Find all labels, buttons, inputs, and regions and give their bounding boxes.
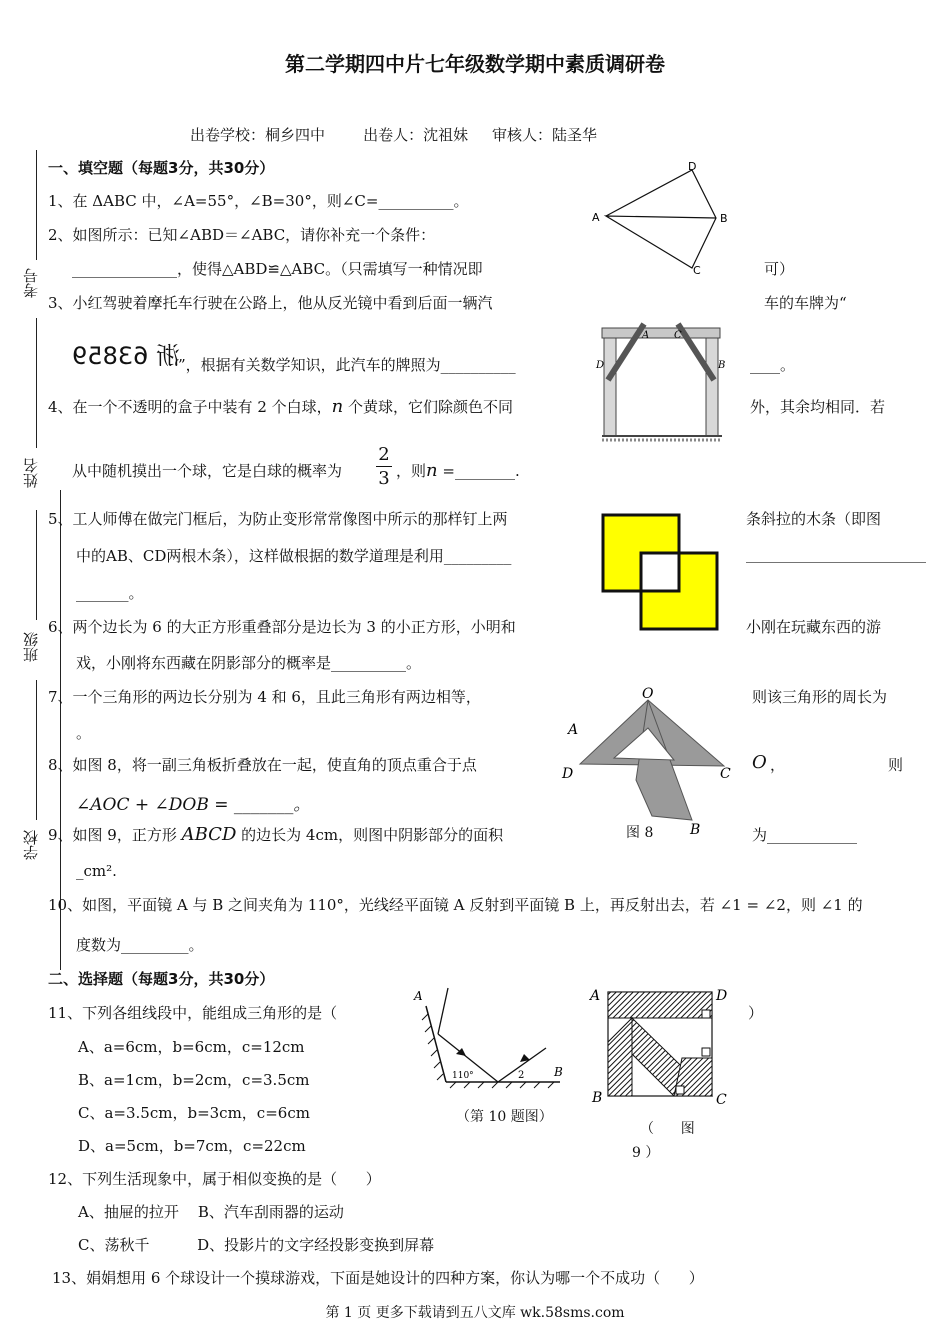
binding-line-4 [36, 680, 37, 820]
door-label-a: A [642, 330, 650, 341]
question-4-line-3: 从中随机摸出一个球，它是白球的概率为 [72, 462, 343, 480]
question-11-option-d: D、a=5cm，b=7cm，c=22cm [78, 1137, 306, 1155]
fig9-label-a: A [590, 988, 601, 1004]
fig8-label-a: A [568, 722, 579, 738]
figure-8-caption: 图 8 [626, 825, 654, 841]
fig-q2-label-a: A [592, 211, 600, 224]
fig10-label-2: 2 [518, 1070, 525, 1081]
fig9-label-d: D [716, 988, 728, 1004]
author-line: 出卷学校：桐乡四中 出卷人：沈祖妹 审核人：陆圣华 [190, 126, 597, 144]
question-9-line-1: 9、如图 9，正方形 ABCD 的边长为 4cm，则图中阴影部分的面积 [48, 824, 504, 845]
question-11-option-b: B、a=1cm，b=2cm，c=3.5cm [78, 1071, 310, 1089]
fig8-label-c: C [720, 766, 731, 782]
question-9-line-2: 为____________ [752, 826, 858, 844]
question-1: 1、在 ΔABC 中，∠A=55°，∠B=30°，则∠C=__________。 [48, 192, 469, 210]
question-3-line-4: ____。 [750, 356, 796, 374]
question-8-line-1: 8、如图 8，将一副三角板折叠放在一起，使直角的顶点重合于点 [48, 756, 477, 774]
figure-9-square [586, 982, 744, 1110]
figure-10-caption: （第 10 题图） [456, 1109, 553, 1125]
question-12: 12、下列生活现象中，属于相似变换的是（ ） [48, 1170, 381, 1188]
question-5-line-2: 条斜拉的木条（即图 [746, 510, 882, 528]
question-2-line-3: 可） [764, 260, 795, 278]
page-title: 第二学期四中片七年级数学期中素质调研卷 [285, 52, 665, 76]
overlap-square [641, 553, 679, 591]
fig8-label-o: O [642, 686, 654, 702]
question-3-line-1: 3、小红驾驶着摩托车行驶在公路上，他从反光镜中看到后面一辆汽 [48, 294, 493, 312]
point-o-label: O [752, 752, 767, 773]
label-name: 姓名 [22, 458, 40, 488]
question-2-line-2: ______________，使得△ABD≌△ABC。（只需填写一种情况即 [72, 260, 483, 278]
figure-overlapping-squares [600, 512, 724, 634]
binding-line-2 [36, 318, 37, 448]
door-label-d: D [596, 360, 605, 371]
question-3-line-2: 车的车牌为“ [764, 294, 847, 312]
question-11-close: ） [748, 1004, 764, 1022]
question-10-line-2: 度数为_________。 [76, 936, 204, 954]
question-7-line-2: 则该三角形的周长为 [752, 688, 888, 706]
door-label-b: B [718, 360, 726, 371]
figure-9-caption-2: 9 ） [632, 1145, 660, 1161]
fig10-label-b: B [554, 1065, 563, 1079]
section-fill-in: 一、填空题（每题3分，共30分） [48, 159, 275, 177]
fig10-label-angle: 110° [452, 1071, 474, 1081]
question-7-line-1: 7、一个三角形的两边长分别为 4 和 6，且此三角形有两边相等， [48, 688, 481, 706]
question-9-line-3: _cm². [76, 862, 117, 880]
question-12-options-cd: C、荡秋千 D、投影片的文字经投影变换到屏幕 [78, 1236, 435, 1254]
fig8-label-b: B [690, 822, 701, 838]
binding-line-1 [36, 150, 37, 260]
section-multiple-choice: 二、选择题（每题3分，共30分） [48, 970, 275, 988]
fig-q2-label-b: B [720, 212, 728, 225]
question-13: 13、娟娟想用 6 个球设计一个摸球游戏，下面是她设计的四种方案，你认为哪一个不成功（ ） [52, 1269, 704, 1287]
question-8-formula: ∠AOC + ∠DOB = _______。 [76, 795, 311, 815]
label-school: 学校 [22, 830, 40, 860]
question-6-line-2: 小刚在玩藏东西的游 [746, 618, 882, 636]
question-6-line-1: 6、两个边长为 6 的大正方形重叠部分是边长为 3 的小正方形，小明和 [48, 618, 516, 636]
figure-door-frame [594, 318, 728, 444]
question-4-line-1: 4、在一个不透明的盒子中装有 2 个白球，n 个黄球，它们除颜色不同 [48, 396, 513, 417]
label-class: 班级 [22, 632, 40, 662]
figure-q2-triangles [588, 158, 738, 278]
question-4-line-4: ，则n =________. [396, 460, 520, 481]
door-label-c: C [674, 330, 682, 341]
question-5-line-1: 5、工人师傅在做完门框后，为防止变形常常像图中所示的那样钉上两 [48, 510, 508, 528]
question-7-line-3: 。 [76, 724, 92, 742]
question-5-line-4: ________________________ [746, 545, 926, 563]
fig8-label-d: D [562, 766, 574, 782]
binding-line-3 [36, 510, 37, 620]
question-11-option-c: C、a=3.5cm，b=3cm，c=6cm [78, 1104, 310, 1122]
figure-9-caption-1: （ 图 [640, 1121, 695, 1137]
fig9-label-c: C [716, 1092, 727, 1108]
question-8-then: 则 [888, 756, 904, 774]
probability-fraction: 2 3 [376, 444, 392, 491]
fig10-label-a: A [414, 989, 423, 1003]
fig-q2-label-c: C [693, 264, 701, 277]
figure-10-mirrors [410, 984, 572, 1090]
question-2-line-1: 2、如图所示：已知∠ABD＝∠ABC，请你补充一个条件： [48, 226, 436, 244]
question-11: 11、下列各组线段中，能组成三角形的是（ [48, 1004, 338, 1022]
question-12-options-ab: A、抽屉的拉开 B、汽车刮雨器的运动 [78, 1203, 344, 1221]
question-6-line-3: 戏，小刚将东西藏在阴影部分的概率是__________。 [76, 654, 422, 672]
fig-q2-label-d: D [688, 160, 697, 173]
question-3-line-3: ”，根据有关数学知识，此汽车的牌照为__________ [178, 356, 516, 374]
label-exam-number: 考号 [22, 268, 40, 298]
page-footer: 第 1 页 更多下载请到五八文库 wk.58sms.com [325, 1305, 625, 1321]
question-11-option-a: A、a=6cm，b=6cm，c=12cm [78, 1038, 305, 1056]
question-10-line-1: 10、如图，平面镜 A 与 B 之间夹角为 110°，光线经平面镜 A 反射到平面镜 B 上，再反射出去，若 ∠1 = ∠2，则 ∠1 的 [48, 896, 863, 914]
question-5-line-3: 中的AB、CD两根木条），这样做根据的数学道理是利用_________ [76, 547, 512, 565]
mirrored-license-plate: 浙 63859 [72, 342, 180, 370]
question-4-line-2: 外，其余均相同．若 [750, 398, 886, 416]
fig9-label-b: B [592, 1090, 603, 1106]
question-8-comma: ， [770, 756, 786, 774]
question-5-line-5: _______。 [76, 584, 144, 602]
figure-8-set-squares [556, 684, 746, 844]
